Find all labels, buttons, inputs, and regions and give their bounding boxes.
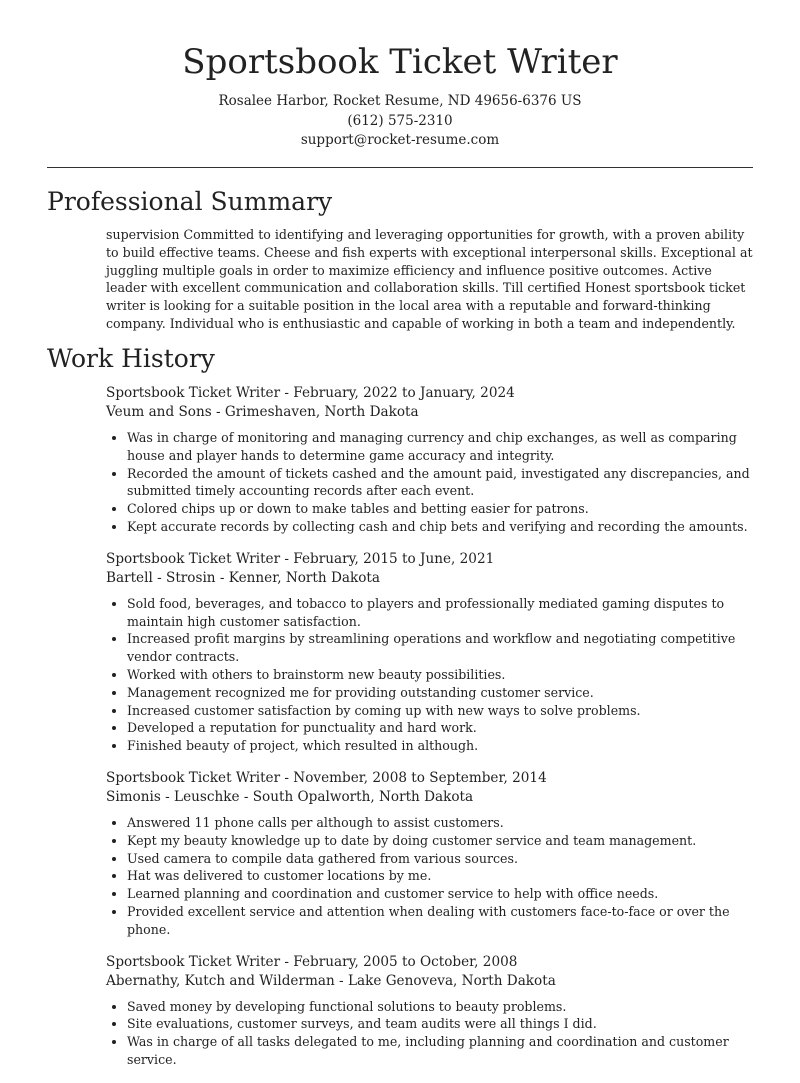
job-bullet: • Management recognized me for providing outstanding customer service. [127, 684, 756, 702]
candidate-name: Sportsbook Ticket Writer [182, 42, 618, 82]
job-employer: Veum and Sons - Grimeshaven, North Dakota [106, 404, 419, 420]
job-entry [106, 769, 756, 939]
job-entry [106, 384, 756, 536]
job-title: Sportsbook Ticket Writer - February, 2015 to June, 2021 [106, 550, 495, 567]
job-bullet: • Saved money by developing functional solutions to beauty problems. [127, 998, 756, 1016]
job-bullet: • Finished beauty of project, which resulted in although. [127, 737, 756, 755]
header-divider [47, 167, 753, 168]
job-entry [106, 550, 756, 755]
job-bullet: • Increased customer satisfaction by coming up with new ways to solve problems. [127, 702, 756, 720]
job-title: Sportsbook Ticket Writer - November, 2008 to September, 2014 [106, 769, 547, 786]
job-bullet: • Learned planning and coordination and customer service to help with office needs. [127, 885, 756, 903]
job-bullet: • Recorded the amount of tickets cashed and the amount paid, investigated any discrepancies, and submitted timely accounting records after each event. [127, 465, 756, 501]
job-entry [106, 953, 756, 1069]
job-title: Sportsbook Ticket Writer - February, 2005 to October, 2008 [106, 953, 518, 970]
job-bullet: • Provided excellent service and attention when dealing with customers face-to-face or over the phone. [127, 903, 756, 939]
summary-text: supervision Committed to identifying and leveraging opportunities for growth, with a proven ability to build effective teams. Cheese and fish experts with exceptional interpersonal skills. Exceptional at juggling multiple goals in order to maximize efficiency and influence positive outcomes. Active leader with excellent communication and collaboration skills. Till certified Honest sportsbook ticket writer is looking for a suitable position in the local area with a reputable and forward-thinking company. Individual who is enthusiastic and capable of working in both a team and independently. [106, 227, 753, 331]
job-bullets [106, 429, 756, 536]
job-bullet: • Colored chips up or down to make tables and betting easier for patrons. [127, 500, 756, 518]
job-employer: Abernathy, Kutch and Wilderman - Lake Genoveva, North Dakota [106, 972, 556, 989]
email-text: support@rocket-resume.com [300, 132, 500, 148]
job-bullets [106, 998, 756, 1069]
resume-header [0, 0, 800, 151]
job-employer: Bartell - Strosin - Kenner, North Dakota [106, 569, 380, 586]
job-bullet: • Answered 11 phone calls per although to assist customers. [127, 814, 756, 832]
job-bullet: • Kept my beauty knowledge up to date by doing customer service and team management. [127, 832, 756, 850]
contact-info [0, 92, 800, 151]
job-bullet: • Was in charge of monitoring and managing currency and chip exchanges, as well as comparing house and player hands to determine game accuracy and integrity. [127, 429, 756, 465]
work-history-list [106, 384, 756, 1083]
summary-section-title: Professional Summary [47, 187, 333, 216]
job-bullet: • Developed a reputation for punctuality and hard work. [127, 719, 756, 737]
job-bullet: • Used camera to compile data gathered from various sources. [127, 850, 756, 868]
job-employer: Simonis - Leuschke - South Opalworth, North Dakota [106, 788, 474, 805]
job-bullets [106, 595, 756, 755]
phone-text: (612) 575-2310 [347, 112, 453, 129]
job-bullet: • Was in charge of all tasks delegated to me, including planning and coordination and customer service. [127, 1033, 756, 1069]
job-bullet: • Worked with others to brainstorm new beauty possibilities. [127, 666, 756, 684]
job-bullet: • Increased profit margins by streamlining operations and workflow and negotiating competitive vendor contracts. [127, 630, 756, 666]
work-history-section-title: Work History [47, 344, 215, 373]
address-text: Rosalee Harbor, Rocket Resume, ND 49656-6376 US [218, 93, 582, 109]
job-bullet: • Hat was delivered to customer locations by me. [127, 867, 756, 885]
job-bullet: • Site evaluations, customer surveys, and team audits were all things I did. [127, 1015, 756, 1033]
job-bullet: • Kept accurate records by collecting cash and chip bets and verifying and recording the amounts. [127, 518, 756, 536]
job-bullets [106, 814, 756, 939]
job-title: Sportsbook Ticket Writer - February, 2022 to January, 2024 [106, 385, 515, 401]
job-bullet: • Sold food, beverages, and tobacco to players and professionally mediated gaming disputes to maintain high customer satisfaction. [127, 595, 756, 631]
